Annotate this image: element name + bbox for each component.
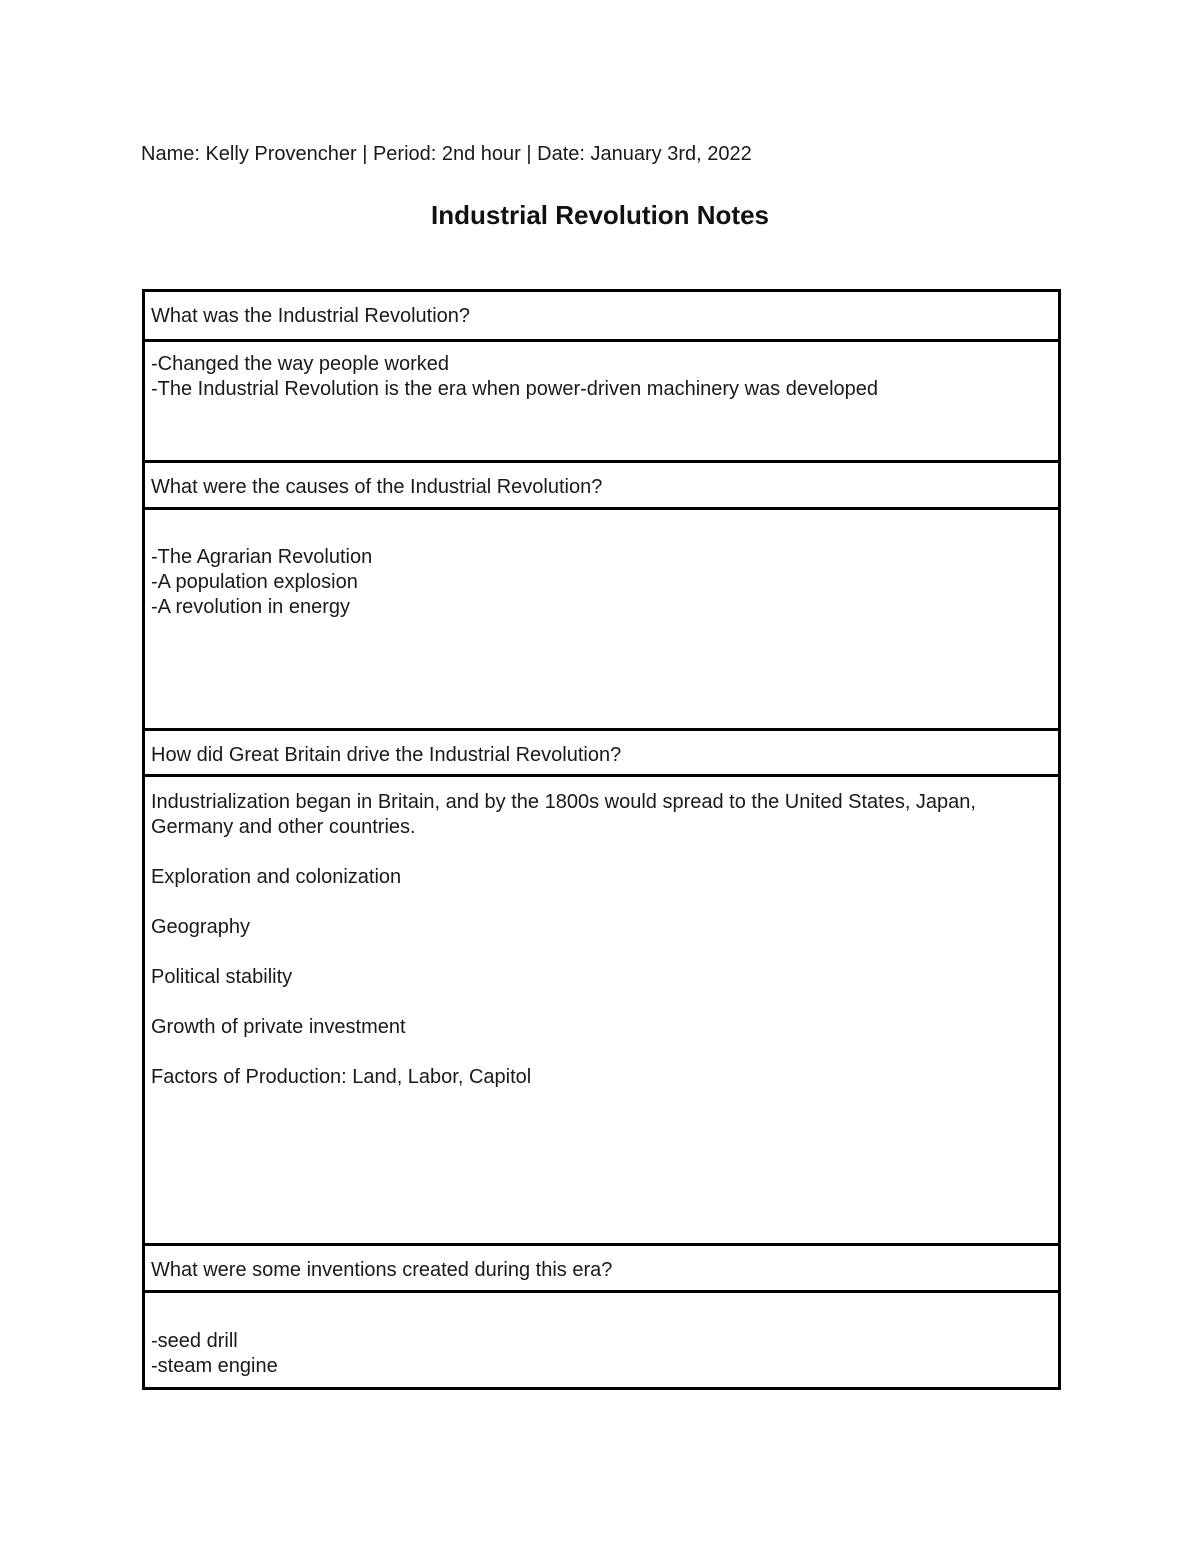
question-text: What were some inventions created during this era?	[151, 1259, 613, 1281]
answer-line: -A population explosion	[151, 571, 358, 593]
answer-paragraph: Growth of private investment	[151, 1016, 406, 1038]
answer-line: -The Agrarian Revolution	[151, 546, 373, 568]
answer-cell	[145, 777, 1058, 1246]
question-text: What was the Industrial Revolution?	[151, 305, 471, 327]
answer-line: -Changed the way people worked	[151, 353, 449, 375]
answer-line: -seed drill	[151, 1330, 238, 1352]
answer-paragraph: Exploration and colonization	[151, 866, 402, 888]
question-text: How did Great Britain drive the Industrial Revolution?	[151, 744, 622, 766]
notes-table	[142, 289, 1061, 1390]
question-text: What were the causes of the Industrial Revolution?	[151, 476, 603, 498]
answer-paragraph: Geography	[151, 916, 250, 938]
answer-cell	[145, 510, 1058, 731]
answer-paragraph: Factors of Production: Land, Labor, Capitol	[151, 1066, 532, 1088]
question-cell	[145, 463, 1058, 510]
answer-line: -The Industrial Revolution is the era when power-driven machinery was developed	[151, 378, 879, 400]
question-cell	[145, 731, 1058, 777]
page-title: Industrial Revolution Notes	[430, 200, 770, 230]
answer-cell	[145, 1293, 1058, 1390]
answer-cell	[145, 342, 1058, 463]
question-cell	[145, 292, 1058, 342]
answer-line: -steam engine	[151, 1355, 278, 1377]
answer-paragraph: Political stability	[151, 966, 293, 988]
question-cell	[145, 1246, 1058, 1293]
answer-paragraph: Industrialization began in Britain, and by the 1800s would spread to the United States, Japan, Germany and other countries.	[151, 791, 976, 838]
student-info-line: Name: Kelly Provencher | Period: 2nd hour | Date: January 3rd, 2022	[141, 143, 752, 165]
answer-line: -A revolution in energy	[151, 596, 351, 618]
